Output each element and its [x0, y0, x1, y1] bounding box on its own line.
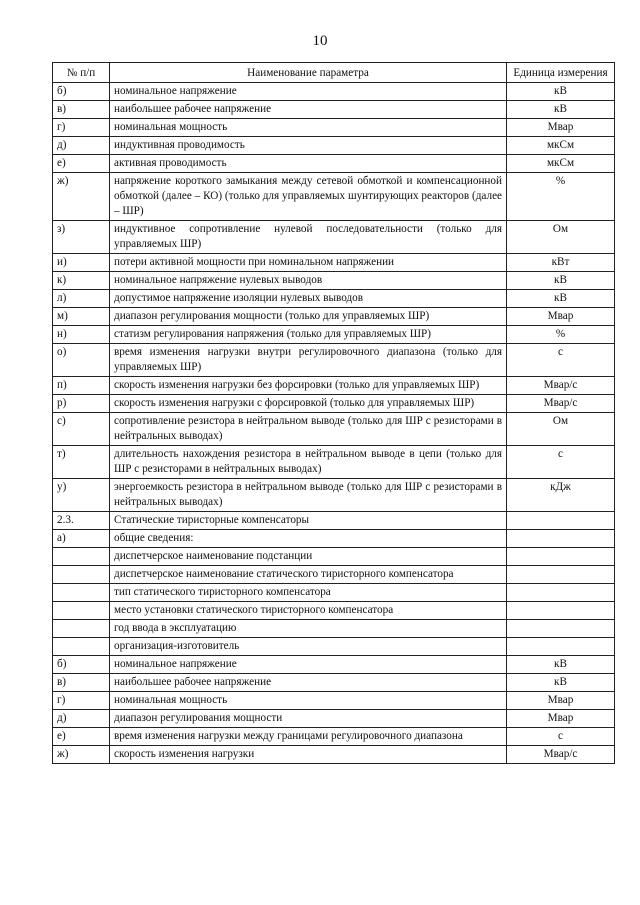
- table-row: [53, 413, 615, 446]
- parameters-table: [52, 62, 615, 764]
- cell-num: [53, 566, 110, 584]
- cell-num: 2.3.: [53, 512, 110, 530]
- cell-unit: [507, 512, 615, 530]
- table-row: [53, 512, 615, 530]
- cell-num: г): [53, 119, 110, 137]
- cell-unit: Мвар/с: [507, 746, 615, 764]
- cell-num: з): [53, 221, 110, 254]
- cell-num: [53, 620, 110, 638]
- table-row: [53, 137, 615, 155]
- cell-unit: с: [507, 344, 615, 377]
- table-row: [53, 119, 615, 137]
- cell-unit: Ом: [507, 413, 615, 446]
- cell-name: номинальное напряжение нулевых выводов: [110, 272, 507, 290]
- cell-name: общие сведения:: [110, 530, 507, 548]
- cell-num: [53, 638, 110, 656]
- cell-num: е): [53, 155, 110, 173]
- cell-unit: Мвар/с: [507, 395, 615, 413]
- table-body: [53, 83, 615, 764]
- cell-unit: кВ: [507, 272, 615, 290]
- cell-name: допустимое напряжение изоляции нулевых выводов: [110, 290, 507, 308]
- cell-name: место установки статического тиристорного компенсатора: [110, 602, 507, 620]
- cell-name: диспетчерское наименование статического тиристорного компенсатора: [110, 566, 507, 584]
- cell-name: наибольшее рабочее напряжение: [110, 674, 507, 692]
- table-header-row: [53, 63, 615, 83]
- cell-unit: %: [507, 326, 615, 344]
- table-row: [53, 728, 615, 746]
- table-row: [53, 173, 615, 221]
- table-row: [53, 479, 615, 512]
- cell-num: б): [53, 83, 110, 101]
- cell-name: активная проводимость: [110, 155, 507, 173]
- page-number: 10: [312, 33, 328, 49]
- table-row: [53, 674, 615, 692]
- cell-num: м): [53, 308, 110, 326]
- cell-unit: с: [507, 446, 615, 479]
- table-row: [53, 272, 615, 290]
- cell-num: ж): [53, 746, 110, 764]
- cell-num: е): [53, 728, 110, 746]
- cell-num: к): [53, 272, 110, 290]
- cell-unit: [507, 584, 615, 602]
- cell-num: р): [53, 395, 110, 413]
- header-name: Наименование параметра: [110, 63, 507, 83]
- cell-unit: [507, 566, 615, 584]
- cell-num: [53, 548, 110, 566]
- cell-unit: [507, 602, 615, 620]
- cell-unit: Мвар/с: [507, 377, 615, 395]
- table-row: [53, 656, 615, 674]
- cell-name: энергоемкость резистора в нейтральном выводе (только для ШР с резисторами в нейтральных выводах): [110, 479, 507, 512]
- table-row: [53, 308, 615, 326]
- cell-name: номинальное напряжение: [110, 656, 507, 674]
- cell-unit: %: [507, 173, 615, 221]
- cell-unit: Мвар: [507, 692, 615, 710]
- cell-unit: Ом: [507, 221, 615, 254]
- cell-num: у): [53, 479, 110, 512]
- table-row: [53, 710, 615, 728]
- cell-name: диспетчерское наименование подстанции: [110, 548, 507, 566]
- cell-name: номинальное напряжение: [110, 83, 507, 101]
- cell-num: в): [53, 674, 110, 692]
- cell-name: Статические тиристорные компенсаторы: [110, 512, 507, 530]
- cell-name: длительность нахождения резистора в нейтральном выводе в цепи (только для ШР с резисторами в нейтральных выводах): [110, 446, 507, 479]
- cell-name: номинальная мощность: [110, 692, 507, 710]
- cell-name: номинальная мощность: [110, 119, 507, 137]
- table-row: [53, 746, 615, 764]
- cell-name: наибольшее рабочее напряжение: [110, 101, 507, 119]
- cell-num: д): [53, 710, 110, 728]
- cell-num: в): [53, 101, 110, 119]
- cell-name: тип статического тиристорного компенсатора: [110, 584, 507, 602]
- cell-num: о): [53, 344, 110, 377]
- cell-unit: кДж: [507, 479, 615, 512]
- table-row: [53, 395, 615, 413]
- table-row: [53, 584, 615, 602]
- table-row: [53, 377, 615, 395]
- table-row: [53, 221, 615, 254]
- cell-unit: кВ: [507, 290, 615, 308]
- table-row: [53, 602, 615, 620]
- cell-name: сопротивление резистора в нейтральном выводе (только для ШР с резисторами в нейтральных выводах): [110, 413, 507, 446]
- table-row: [53, 446, 615, 479]
- cell-unit: [507, 638, 615, 656]
- cell-num: г): [53, 692, 110, 710]
- table-row: [53, 155, 615, 173]
- cell-unit: Мвар: [507, 308, 615, 326]
- cell-num: н): [53, 326, 110, 344]
- cell-name: скорость изменения нагрузки с форсировкой (только для управляемых ШР): [110, 395, 507, 413]
- cell-name: индуктивное сопротивление нулевой последовательности (только для управляемых ШР): [110, 221, 507, 254]
- cell-unit: Мвар: [507, 710, 615, 728]
- table-row: [53, 326, 615, 344]
- cell-unit: [507, 530, 615, 548]
- table-row: [53, 254, 615, 272]
- cell-name: время изменения нагрузки внутри регулировочного диапазона (только для управляемых ШР): [110, 344, 507, 377]
- cell-name: индуктивная проводимость: [110, 137, 507, 155]
- cell-name: диапазон регулирования мощности: [110, 710, 507, 728]
- cell-unit: кВ: [507, 83, 615, 101]
- cell-unit: Мвар: [507, 119, 615, 137]
- table-row: [53, 548, 615, 566]
- cell-unit: мкСм: [507, 137, 615, 155]
- table-row: [53, 344, 615, 377]
- cell-name: скорость изменения нагрузки: [110, 746, 507, 764]
- cell-unit: кВт: [507, 254, 615, 272]
- cell-num: д): [53, 137, 110, 155]
- cell-name: диапазон регулирования мощности (только для управляемых ШР): [110, 308, 507, 326]
- cell-num: [53, 602, 110, 620]
- cell-num: б): [53, 656, 110, 674]
- cell-unit: кВ: [507, 656, 615, 674]
- cell-num: ж): [53, 173, 110, 221]
- cell-name: время изменения нагрузки между границами регулировочного диапазона: [110, 728, 507, 746]
- cell-unit: мкСм: [507, 155, 615, 173]
- cell-name: статизм регулирования напряжения (только для управляемых ШР): [110, 326, 507, 344]
- cell-name: год ввода в эксплуатацию: [110, 620, 507, 638]
- header-unit: Единица измерения: [507, 63, 615, 83]
- cell-unit: кВ: [507, 101, 615, 119]
- cell-unit: [507, 620, 615, 638]
- table-row: [53, 101, 615, 119]
- table-row: [53, 620, 615, 638]
- cell-name: напряжение короткого замыкания между сетевой обмоткой и компенсационной обмоткой (далее – КО) (только для управляемых шунтирующих реакторов (далее – ШР): [110, 173, 507, 221]
- table-row: [53, 566, 615, 584]
- table-row: [53, 530, 615, 548]
- cell-num: и): [53, 254, 110, 272]
- cell-unit: кВ: [507, 674, 615, 692]
- table-row: [53, 638, 615, 656]
- cell-name: потери активной мощности при номинальном напряжении: [110, 254, 507, 272]
- cell-unit: [507, 548, 615, 566]
- cell-num: л): [53, 290, 110, 308]
- table-row: [53, 290, 615, 308]
- header-num: № п/п: [53, 63, 110, 83]
- cell-num: п): [53, 377, 110, 395]
- cell-num: а): [53, 530, 110, 548]
- cell-num: т): [53, 446, 110, 479]
- cell-num: [53, 584, 110, 602]
- table-row: [53, 692, 615, 710]
- cell-name: организация-изготовитель: [110, 638, 507, 656]
- cell-unit: с: [507, 728, 615, 746]
- table-row: [53, 83, 615, 101]
- cell-num: с): [53, 413, 110, 446]
- cell-name: скорость изменения нагрузки без форсировки (только для управляемых ШР): [110, 377, 507, 395]
